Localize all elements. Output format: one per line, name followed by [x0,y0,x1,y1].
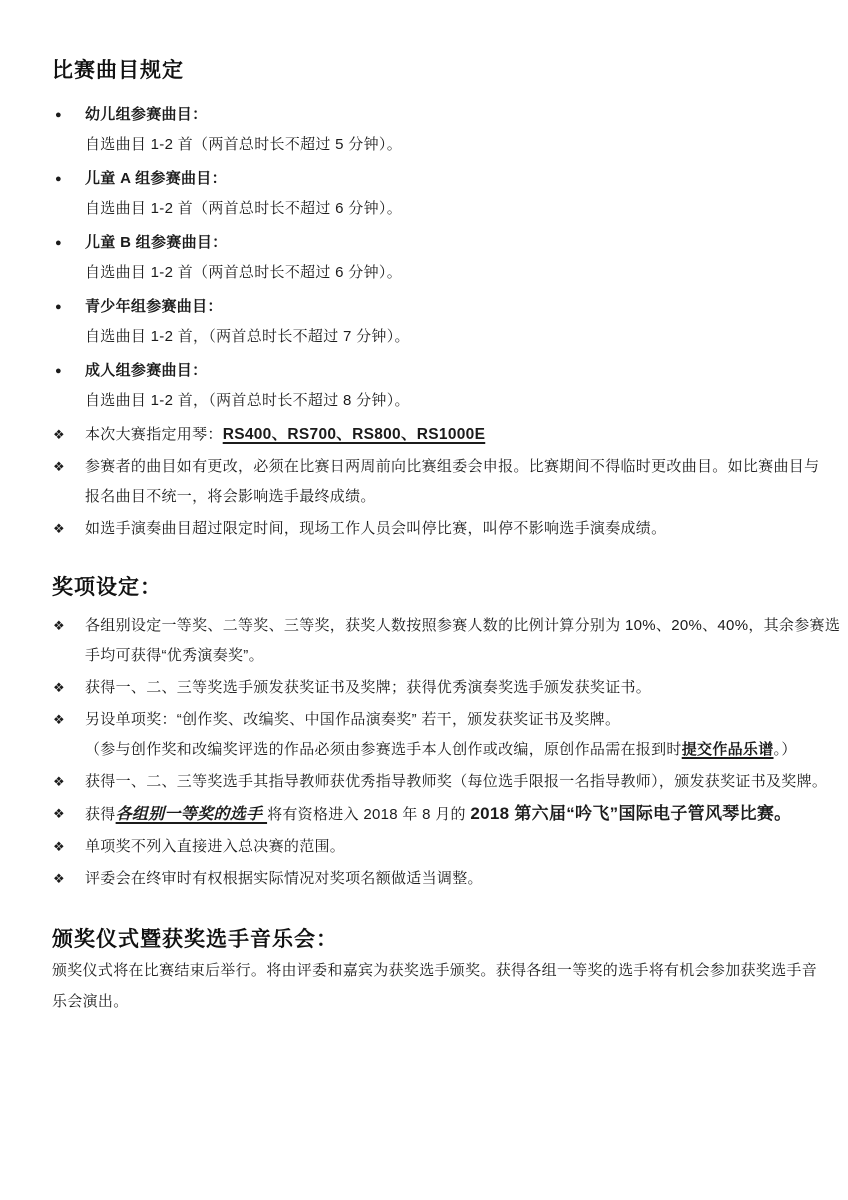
bullet-dot-icon: ● [55,301,62,313]
group-title-text: 儿童 A 组参赛曲目： [85,170,227,187]
ceremony-heading: 颁奖仪式暨获奖选手音乐会： [52,928,338,951]
awards-list [52,611,841,894]
group-title [52,292,820,322]
group-item-child-a [52,164,820,224]
diamond-bullet-icon: ❖ [53,774,65,789]
note-line: 参赛者的曲目如有更改，必须在比赛日两周前向比赛组委会申报。比赛期间不得临时更改曲目。如比赛曲目与 [85,458,820,475]
bullet-dot-icon: ● [55,237,62,249]
group-title [52,228,820,258]
note-repertoire-change [52,452,820,512]
awards-heading: 奖项设定： [52,576,162,599]
award-item-teacher [52,767,828,797]
diamond-bullet-icon: ❖ [53,806,65,821]
diamond-bullet-icon: ❖ [53,712,65,727]
group-item-youchild [52,100,820,160]
award-item-ratio [52,611,841,671]
group-body: 自选曲目 1-2 首，（两首总时长不超过 8 分钟）。 [85,392,410,409]
bullet-dot-icon: ● [55,365,62,377]
award-line: 获得一、二、三等奖选手颁发获奖证书及奖牌；获得优秀演奏奖选手颁发获奖证书。 [85,679,652,696]
award-item-final-qualification [52,799,820,830]
award-item-special-awards [52,705,820,765]
bullet-dot-icon: ● [55,173,62,185]
note-designated-instrument [52,420,820,450]
special-note-submit-score: 提交作品乐谱 [681,741,774,758]
award-item-jury [52,864,820,894]
final-winners-phrase: 各组别一等奖的选手 [115,806,268,823]
award-line: 手均可获得“优秀演奏奖”。 [85,647,264,664]
note-line: 报名曲目不统一，将会影响选手最终成绩。 [85,488,376,505]
instrument-models: RS400、RS700、RS800、RS1000E [222,426,486,443]
special-note-suffix: 。） [773,741,797,758]
group-item-teen [52,292,820,352]
group-item-child-b [52,228,820,288]
award-special-note [85,735,820,765]
diamond-bullet-icon: ❖ [53,839,65,854]
award-line: 另设单项奖：“创作奖、改编奖、中国作品演奏奖” 若干，颁发获奖证书及奖牌。 [85,711,621,728]
group-body: 自选曲目 1-2 首（两首总时长不超过 5 分钟）。 [85,136,402,153]
ceremony-line: 颁奖仪式将在比赛结束后举行。将由评委和嘉宾为获奖选手颁奖。获得各组一等奖的选手将有机会参加获奖选手音 [52,962,818,979]
ceremony-line: 乐会演出。 [52,993,129,1010]
group-title [52,164,820,194]
bullet-dot-icon: ● [55,109,62,121]
repertoire-groups [52,100,820,416]
ceremony-paragraph [52,955,820,1017]
final-competition-name: 2018 第六届“吟飞”国际电子管风琴比赛。 [470,804,792,823]
instrument-label: 本次大赛指定用琴： [85,426,223,443]
diamond-bullet-icon: ❖ [53,459,65,474]
award-line: 各组别设定一等奖、二等奖、三等奖，获奖人数按照参赛人数的比例计算分别为 10%、20%、40%，其余参赛选 [85,617,841,634]
group-body: 自选曲目 1-2 首，（两首总时长不超过 7 分钟）。 [85,328,410,345]
diamond-bullet-icon: ❖ [53,871,65,886]
group-body: 自选曲目 1-2 首（两首总时长不超过 6 分钟）。 [85,264,402,281]
final-middle: 将有资格进入 2018 年 8 月的 [267,806,471,823]
award-item-single-award [52,832,820,862]
group-title-text: 儿童 B 组参赛曲目： [85,234,228,251]
repertoire-notes [52,420,820,544]
award-line: 评委会在终审时有权根据实际情况对奖项名额做适当调整。 [85,870,483,887]
diamond-bullet-icon: ❖ [53,427,65,442]
repertoire-heading: 比赛曲目规定 [52,59,184,82]
award-line: 单项奖不列入直接进入总决赛的范围。 [85,838,346,855]
group-title-text: 成人组参赛曲目： [85,362,208,379]
group-item-adult [52,356,820,416]
award-item-certificates [52,673,820,703]
final-prefix: 获得 [85,806,116,823]
note-overtime [52,514,820,544]
note-line: 如选手演奏曲目超过限定时间，现场工作人员会叫停比赛，叫停不影响选手演奏成绩。 [85,520,667,537]
diamond-bullet-icon: ❖ [53,680,65,695]
diamond-bullet-icon: ❖ [53,521,65,536]
group-title-text: 幼儿组参赛曲目： [85,106,208,123]
special-note-prefix: （参与创作奖和改编奖评选的作品必须由参赛选手本人创作或改编，原创作品需在报到时 [85,741,682,758]
diamond-bullet-icon: ❖ [53,618,65,633]
group-body: 自选曲目 1-2 首（两首总时长不超过 6 分钟）。 [85,200,402,217]
group-title-text: 青少年组参赛曲目： [85,298,223,315]
group-title [52,100,820,130]
award-line: 获得一、二、三等奖选手其指导教师获优秀指导教师奖（每位选手限报一名指导教师），颁发获奖证书及奖牌。 [85,773,828,790]
group-title [52,356,820,386]
